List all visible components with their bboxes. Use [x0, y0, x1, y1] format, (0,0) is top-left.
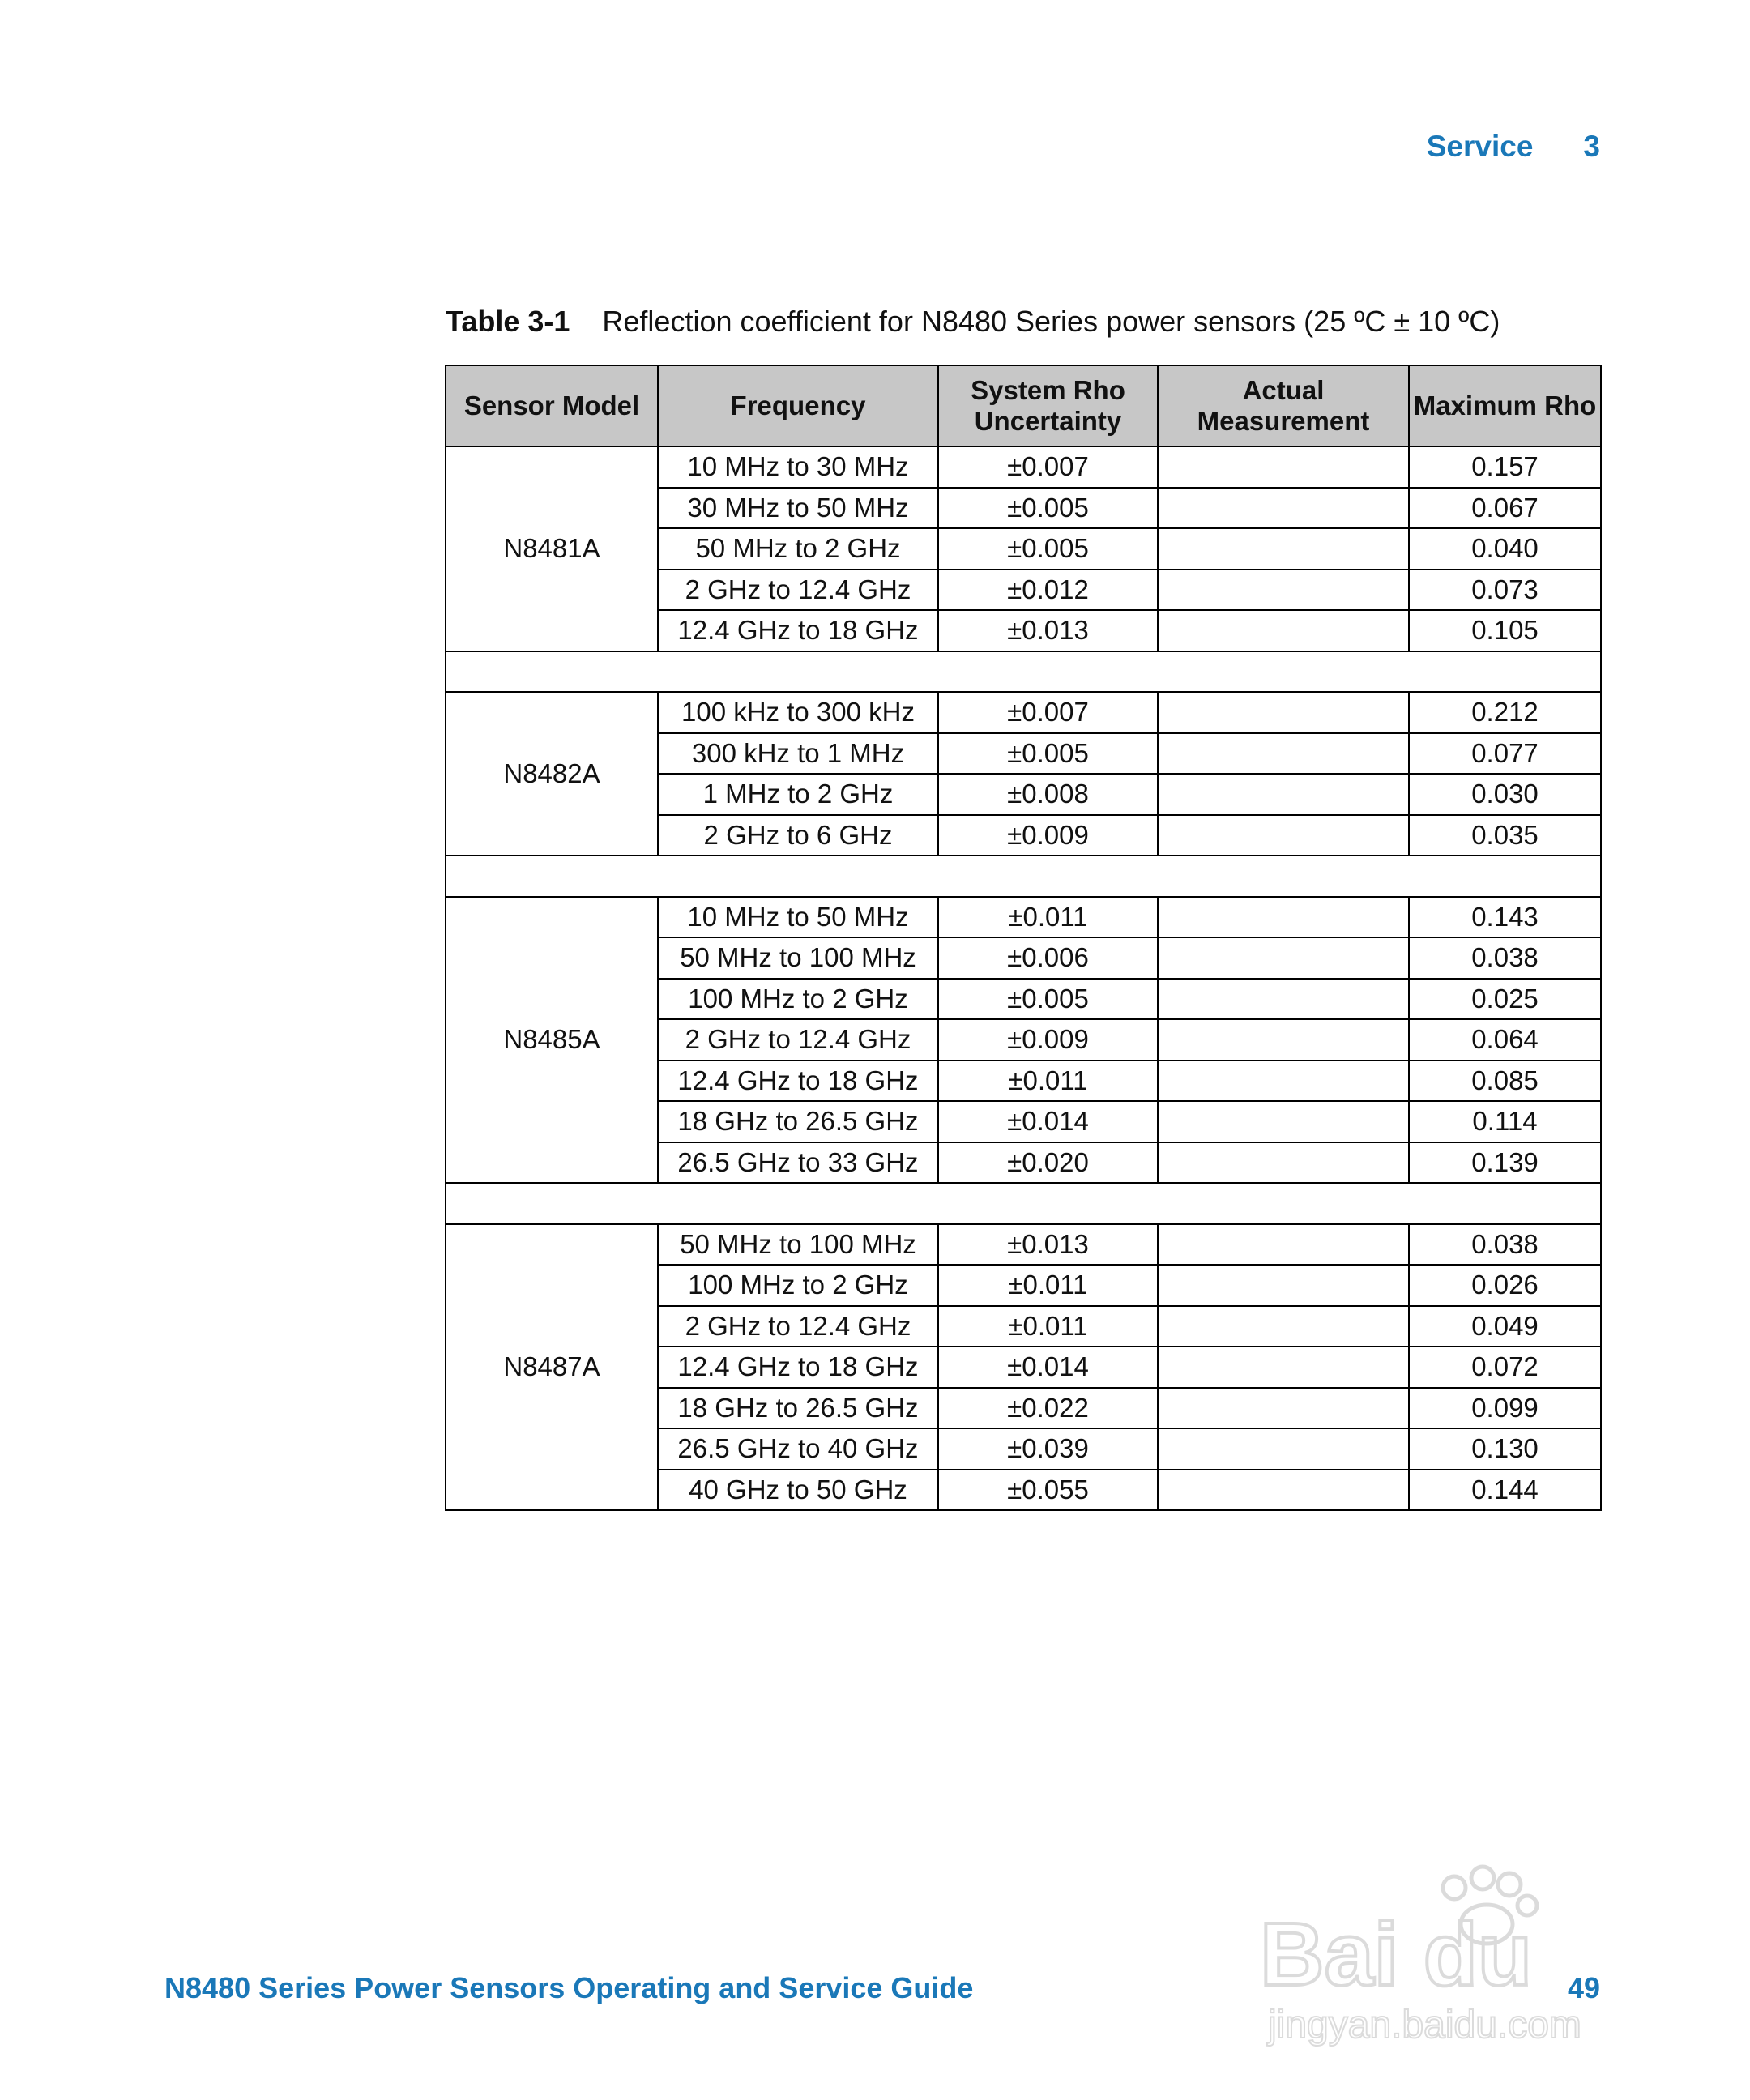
maximum-rho-cell: 0.144 — [1409, 1470, 1601, 1511]
system-rho-uncertainty-cell: ±0.020 — [938, 1142, 1158, 1184]
sensor-model-cell: N8485A — [446, 897, 658, 1184]
maximum-rho-cell: 0.067 — [1409, 488, 1601, 529]
actual-measurement-cell — [1158, 1101, 1409, 1142]
table-row — [446, 897, 1601, 938]
maximum-rho-cell: 0.030 — [1409, 774, 1601, 815]
table-row — [446, 446, 1601, 488]
maximum-rho-cell: 0.212 — [1409, 692, 1601, 733]
frequency-cell: 18 GHz to 26.5 GHz — [658, 1388, 938, 1429]
maximum-rho-cell: 0.026 — [1409, 1265, 1601, 1306]
frequency-cell: 2 GHz to 12.4 GHz — [658, 570, 938, 611]
maximum-rho-cell: 0.139 — [1409, 1142, 1601, 1184]
actual-measurement-cell — [1158, 692, 1409, 733]
reflection-coefficient-table — [445, 365, 1602, 1511]
maximum-rho-cell: 0.049 — [1409, 1306, 1601, 1347]
frequency-cell: 12.4 GHz to 18 GHz — [658, 1347, 938, 1388]
actual-measurement-cell — [1158, 897, 1409, 938]
svg-text:Bai du: Bai du — [1260, 1905, 1533, 2004]
system-rho-uncertainty-cell: ±0.022 — [938, 1388, 1158, 1429]
maximum-rho-cell: 0.025 — [1409, 979, 1601, 1020]
table-number: Table 3-1 — [446, 305, 570, 338]
baidu-watermark-logo — [1252, 1855, 1673, 2050]
maximum-rho-cell: 0.143 — [1409, 897, 1601, 938]
sensor-model-cell: N8481A — [446, 446, 658, 651]
footer-guide-title: N8480 Series Power Sensors Operating and Service Guide — [164, 1971, 974, 2004]
system-rho-uncertainty-cell: ±0.014 — [938, 1347, 1158, 1388]
maximum-rho-cell: 0.038 — [1409, 1224, 1601, 1266]
table-caption — [446, 305, 1500, 339]
frequency-cell: 10 MHz to 50 MHz — [658, 897, 938, 938]
system-rho-uncertainty-cell: ±0.008 — [938, 774, 1158, 815]
actual-measurement-cell — [1158, 1265, 1409, 1306]
system-rho-uncertainty-cell: ±0.006 — [938, 937, 1158, 979]
sensor-model-cell: N8482A — [446, 692, 658, 856]
actual-measurement-cell — [1158, 610, 1409, 651]
column-header: System Rho Uncertainty — [938, 365, 1158, 446]
section-title: Service — [1426, 130, 1534, 163]
frequency-cell: 50 MHz to 100 MHz — [658, 1224, 938, 1266]
actual-measurement-cell — [1158, 774, 1409, 815]
actual-measurement-cell — [1158, 446, 1409, 488]
table-header-row — [446, 365, 1601, 446]
sensor-model-cell: N8487A — [446, 1224, 658, 1511]
system-rho-uncertainty-cell: ±0.055 — [938, 1470, 1158, 1511]
system-rho-uncertainty-cell: ±0.011 — [938, 1265, 1158, 1306]
actual-measurement-cell — [1158, 815, 1409, 856]
frequency-cell: 26.5 GHz to 33 GHz — [658, 1142, 938, 1184]
actual-measurement-cell — [1158, 979, 1409, 1020]
spacer-cell — [446, 651, 1601, 693]
actual-measurement-cell — [1158, 1142, 1409, 1184]
maximum-rho-cell: 0.077 — [1409, 733, 1601, 775]
frequency-cell: 100 MHz to 2 GHz — [658, 979, 938, 1020]
maximum-rho-cell: 0.040 — [1409, 528, 1601, 570]
maximum-rho-cell: 0.064 — [1409, 1019, 1601, 1061]
spacer-cell — [446, 1183, 1601, 1224]
maximum-rho-cell: 0.073 — [1409, 570, 1601, 611]
chapter-number: 3 — [1583, 130, 1600, 163]
table-caption-text: Reflection coefficient for N8480 Series power sensors (25 ºC ± 10 ºC) — [602, 305, 1500, 338]
frequency-cell: 12.4 GHz to 18 GHz — [658, 610, 938, 651]
maximum-rho-cell: 0.114 — [1409, 1101, 1601, 1142]
frequency-cell: 12.4 GHz to 18 GHz — [658, 1061, 938, 1102]
actual-measurement-cell — [1158, 528, 1409, 570]
table-row — [446, 692, 1601, 733]
maximum-rho-cell: 0.099 — [1409, 1388, 1601, 1429]
column-header: Frequency — [658, 365, 938, 446]
system-rho-uncertainty-cell: ±0.014 — [938, 1101, 1158, 1142]
frequency-cell: 1 MHz to 2 GHz — [658, 774, 938, 815]
system-rho-uncertainty-cell: ±0.009 — [938, 1019, 1158, 1061]
actual-measurement-cell — [1158, 937, 1409, 979]
actual-measurement-cell — [1158, 488, 1409, 529]
actual-measurement-cell — [1158, 1224, 1409, 1266]
actual-measurement-cell — [1158, 1428, 1409, 1470]
maximum-rho-cell: 0.105 — [1409, 610, 1601, 651]
system-rho-uncertainty-cell: ±0.011 — [938, 1306, 1158, 1347]
actual-measurement-cell — [1158, 1388, 1409, 1429]
frequency-cell: 100 MHz to 2 GHz — [658, 1265, 938, 1306]
frequency-cell: 2 GHz to 12.4 GHz — [658, 1019, 938, 1061]
frequency-cell: 40 GHz to 50 GHz — [658, 1470, 938, 1511]
spacer-cell — [446, 856, 1601, 897]
frequency-cell: 26.5 GHz to 40 GHz — [658, 1428, 938, 1470]
system-rho-uncertainty-cell: ±0.012 — [938, 570, 1158, 611]
column-header: Maximum Rho — [1409, 365, 1601, 446]
system-rho-uncertainty-cell: ±0.007 — [938, 692, 1158, 733]
svg-text:jingyan.baidu.com: jingyan.baidu.com — [1268, 2004, 1581, 2047]
system-rho-uncertainty-cell: ±0.013 — [938, 610, 1158, 651]
frequency-cell: 50 MHz to 100 MHz — [658, 937, 938, 979]
system-rho-uncertainty-cell: ±0.005 — [938, 733, 1158, 775]
actual-measurement-cell — [1158, 1306, 1409, 1347]
actual-measurement-cell — [1158, 1061, 1409, 1102]
frequency-cell: 2 GHz to 6 GHz — [658, 815, 938, 856]
frequency-cell: 18 GHz to 26.5 GHz — [658, 1101, 938, 1142]
frequency-cell: 300 kHz to 1 MHz — [658, 733, 938, 775]
frequency-cell: 10 MHz to 30 MHz — [658, 446, 938, 488]
maximum-rho-cell: 0.038 — [1409, 937, 1601, 979]
frequency-cell: 50 MHz to 2 GHz — [658, 528, 938, 570]
system-rho-uncertainty-cell: ±0.007 — [938, 446, 1158, 488]
actual-measurement-cell — [1158, 570, 1409, 611]
column-header: Sensor Model — [446, 365, 658, 446]
table-row — [446, 1224, 1601, 1266]
group-spacer-row — [446, 1183, 1601, 1224]
column-header: Actual Measurement — [1158, 365, 1409, 446]
frequency-cell: 100 kHz to 300 kHz — [658, 692, 938, 733]
system-rho-uncertainty-cell: ±0.005 — [938, 528, 1158, 570]
actual-measurement-cell — [1158, 1347, 1409, 1388]
maximum-rho-cell: 0.035 — [1409, 815, 1601, 856]
actual-measurement-cell — [1158, 733, 1409, 775]
system-rho-uncertainty-cell: ±0.011 — [938, 1061, 1158, 1102]
system-rho-uncertainty-cell: ±0.039 — [938, 1428, 1158, 1470]
system-rho-uncertainty-cell: ±0.013 — [938, 1224, 1158, 1266]
group-spacer-row — [446, 651, 1601, 693]
maximum-rho-cell: 0.085 — [1409, 1061, 1601, 1102]
running-header — [1427, 130, 1600, 164]
frequency-cell: 2 GHz to 12.4 GHz — [658, 1306, 938, 1347]
maximum-rho-cell: 0.157 — [1409, 446, 1601, 488]
group-spacer-row — [446, 856, 1601, 897]
actual-measurement-cell — [1158, 1019, 1409, 1061]
actual-measurement-cell — [1158, 1470, 1409, 1511]
system-rho-uncertainty-cell: ±0.005 — [938, 979, 1158, 1020]
system-rho-uncertainty-cell: ±0.009 — [938, 815, 1158, 856]
table-body — [446, 446, 1601, 1510]
system-rho-uncertainty-cell: ±0.005 — [938, 488, 1158, 529]
maximum-rho-cell: 0.072 — [1409, 1347, 1601, 1388]
system-rho-uncertainty-cell: ±0.011 — [938, 897, 1158, 938]
page-number: 49 — [1568, 1971, 1601, 2004]
maximum-rho-cell: 0.130 — [1409, 1428, 1601, 1470]
frequency-cell: 30 MHz to 50 MHz — [658, 488, 938, 529]
